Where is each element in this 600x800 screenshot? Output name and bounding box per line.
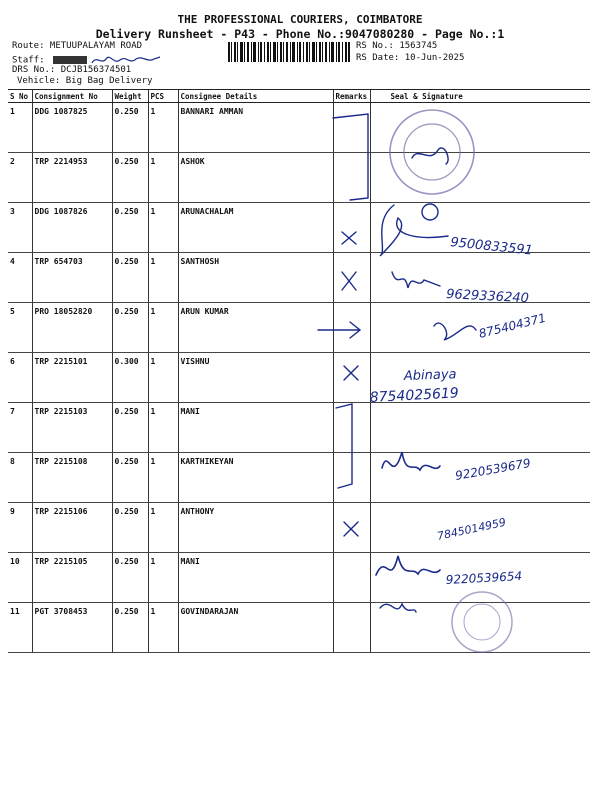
handwritten-number-row5: 875404371 (477, 310, 548, 341)
cell-pcs: 1 (148, 553, 178, 603)
cell-signature (370, 103, 590, 153)
cell-consignee: SANTHOSH (178, 253, 333, 303)
table-row (8, 203, 590, 253)
cell-sno: 1 (8, 103, 32, 153)
cell-weight: 0.250 (112, 253, 148, 303)
cell-remarks (333, 353, 370, 403)
cell-sno: 7 (8, 403, 32, 453)
cell-consignee: VISHNU (178, 353, 333, 403)
cell-consignment: PGT 3708453 (32, 603, 112, 653)
cell-consignment: DDG 1087826 (32, 203, 112, 253)
cell-remarks (333, 403, 370, 453)
cell-weight: 0.300 (112, 353, 148, 403)
cell-consignee: BANNARI AMMAN (178, 103, 333, 153)
cell-weight: 0.250 (112, 303, 148, 353)
cell-signature (370, 303, 590, 353)
route-label: Route: METUUPALAYAM ROAD (12, 41, 143, 51)
handwritten-phone-row8: 9220539679 (454, 455, 532, 483)
table-row (8, 253, 590, 303)
handwritten-name-row6: Abinaya (403, 367, 457, 384)
cell-pcs: 1 (148, 603, 178, 653)
table-row (8, 453, 590, 503)
cell-remarks (333, 303, 370, 353)
col-header-remarks: Remarks (333, 90, 370, 103)
cell-consignment: TRP 2215103 (32, 403, 112, 453)
cell-signature (370, 553, 590, 603)
cell-weight: 0.250 (112, 153, 148, 203)
cell-consignment: TRP 2215108 (32, 453, 112, 503)
cell-remarks (333, 153, 370, 203)
cell-weight: 0.250 (112, 203, 148, 253)
table-row (8, 503, 590, 553)
cell-weight: 0.250 (112, 503, 148, 553)
col-header-signature: Seal & Signature (370, 90, 590, 103)
cell-sno: 11 (8, 603, 32, 653)
cell-sno: 10 (8, 553, 32, 603)
cell-weight: 0.250 (112, 603, 148, 653)
col-header-weight: Weight (112, 90, 148, 103)
table-row (8, 553, 590, 603)
handwritten-phone-row3: 9500833591 (449, 235, 534, 259)
cell-sno: 8 (8, 453, 32, 503)
table-row (8, 353, 590, 403)
cell-consignee: ASHOK (178, 153, 333, 203)
col-header-consignment: Consignment No (32, 90, 112, 103)
cell-remarks (333, 453, 370, 503)
cell-sno: 5 (8, 303, 32, 353)
cell-consignment: PRO 18052820 (32, 303, 112, 353)
cell-consignee: ARUN KUMAR (178, 303, 333, 353)
cell-pcs: 1 (148, 403, 178, 453)
cell-pcs: 1 (148, 303, 178, 353)
barcode-icon (228, 42, 350, 62)
cell-consignee: KARTHIKEYAN (178, 453, 333, 503)
cell-pcs: 1 (148, 203, 178, 253)
rs-date-label: RS Date: 10-Jun-2025 (356, 53, 465, 63)
cell-consignee: MANI (178, 553, 333, 603)
cell-sno: 6 (8, 353, 32, 403)
table-row (8, 403, 590, 453)
cell-remarks (333, 103, 370, 153)
cell-pcs: 1 (148, 453, 178, 503)
cell-remarks (333, 253, 370, 303)
cell-remarks (333, 603, 370, 653)
cell-pcs: 1 (148, 153, 178, 203)
cell-consignment: TRP 654703 (32, 253, 112, 303)
cell-sno: 4 (8, 253, 32, 303)
col-header-sno: S No (8, 90, 32, 103)
cell-consignment: TRP 2214953 (32, 153, 112, 203)
cell-weight: 0.250 (112, 403, 148, 453)
cell-sno: 2 (8, 153, 32, 203)
cell-consignee: MANI (178, 403, 333, 453)
cell-consignment: TRP 2215106 (32, 503, 112, 553)
cell-weight: 0.250 (112, 553, 148, 603)
staff-label-text: Staff: (12, 55, 45, 66)
table-row (8, 303, 590, 353)
cell-pcs: 1 (148, 253, 178, 303)
handwritten-phone-row6: 8754025619 (369, 385, 460, 406)
handwritten-phone-row4: 9629336240 (445, 287, 530, 307)
table-row (8, 603, 590, 653)
cell-weight: 0.250 (112, 453, 148, 503)
cell-signature (370, 203, 590, 253)
cell-signature (370, 603, 590, 653)
cell-signature (370, 353, 590, 403)
cell-remarks (333, 203, 370, 253)
cell-signature (370, 453, 590, 503)
company-title: THE PROFESSIONAL COURIERS, COIMBATORE (177, 13, 423, 26)
handwritten-phone-row10: 9220539654 (445, 569, 523, 587)
cell-remarks (333, 553, 370, 603)
cell-consignment: DDG 1087825 (32, 103, 112, 153)
table-row (8, 103, 590, 153)
cell-consignee: ARUNACHALAM (178, 203, 333, 253)
rs-no-label: RS No.: 1563745 (356, 41, 438, 51)
cell-sno: 3 (8, 203, 32, 253)
drs-label: DRS No.: DCJB156374501 (12, 65, 132, 75)
cell-consignee: GOVINDARAJAN (178, 603, 333, 653)
col-header-pcs: PCS (148, 90, 178, 103)
cell-weight: 0.250 (112, 103, 148, 153)
runsheet-subtitle: Delivery Runsheet - P43 - Phone No.:9047080280 - Page No.:1 (95, 27, 505, 41)
cell-signature (370, 253, 590, 303)
cell-consignee: ANTHONY (178, 503, 333, 553)
handwritten-phone-row9: 7845014959 (435, 515, 508, 543)
cell-consignment: TRP 2215105 (32, 553, 112, 603)
vehicle-label: Vehicle: Big Bag Delivery (17, 76, 153, 86)
table-header-row (8, 90, 590, 103)
cell-consignment: TRP 2215101 (32, 353, 112, 403)
cell-signature (370, 403, 590, 453)
table-row (8, 153, 590, 203)
col-header-consignee: Consignee Details (178, 90, 333, 103)
cell-pcs: 1 (148, 353, 178, 403)
cell-pcs: 1 (148, 103, 178, 153)
cell-sno: 9 (8, 503, 32, 553)
cell-remarks (333, 503, 370, 553)
cell-signature (370, 503, 590, 553)
cell-signature (370, 153, 590, 203)
runsheet-table (8, 89, 590, 653)
cell-pcs: 1 (148, 503, 178, 553)
